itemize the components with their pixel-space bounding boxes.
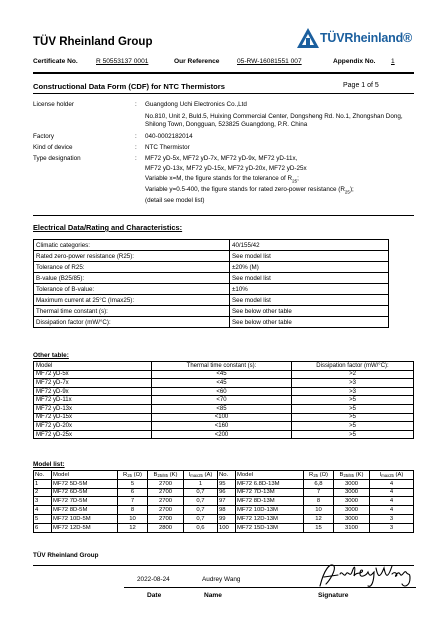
rating-value: 40/155/42: [230, 240, 389, 251]
table-cell: 2800: [148, 523, 184, 532]
cert-value: R 50553137 0001: [96, 58, 149, 65]
name-value: Audrey Wang: [202, 576, 241, 583]
table-row: [34, 506, 414, 515]
table-cell: MF72 5D-5M: [52, 479, 118, 488]
rating-label: Tolerance of R25:: [34, 262, 230, 273]
triangle-logo-icon: [296, 27, 320, 49]
colon: :: [135, 155, 137, 162]
table-row: [34, 422, 414, 431]
table-cell: 6,8: [304, 479, 334, 488]
table-cell: 4: [370, 497, 414, 506]
type-label: Type designation: [33, 155, 81, 162]
rating-label: Dissipation factor (mW/°C):: [34, 317, 230, 328]
table-cell: 2700: [148, 497, 184, 506]
table-cell: 96: [218, 488, 236, 497]
column-header: Dissipation factor (mW/°C):: [292, 362, 414, 371]
table-row: [34, 370, 414, 379]
table-cell: <45: [152, 370, 292, 379]
table-cell: 1: [184, 479, 218, 488]
table-cell: 99: [218, 514, 236, 523]
table-cell: 3000: [334, 514, 370, 523]
column-header: No.: [34, 471, 52, 480]
type-line-2: MF72 yD-13x, MF72 yD-15x, MF72 yD-20x, MF72 yD-25x: [145, 165, 307, 172]
table-cell: MF72 yD-25x: [34, 430, 152, 439]
certificate-row: [33, 58, 413, 68]
table-cell: MF72 10D-13M: [236, 506, 304, 515]
table-cell: >3: [292, 387, 414, 396]
column-header: No.: [218, 471, 236, 480]
model-list-table: [33, 470, 414, 533]
table-cell: 2700: [148, 506, 184, 515]
reference-label: Our Reference: [174, 58, 220, 65]
table-cell: >5: [292, 413, 414, 422]
table-row: [34, 404, 414, 413]
table-row: [34, 488, 414, 497]
table-cell: MF72 12D-5M: [52, 523, 118, 532]
table-header-row: [34, 362, 414, 371]
table-cell: <160: [152, 422, 292, 431]
colon: :: [135, 133, 137, 140]
table-cell: MF72 yD-5x: [34, 370, 152, 379]
divider: [33, 93, 414, 94]
divider: [33, 72, 414, 74]
table-cell: 2700: [148, 488, 184, 497]
rating-value: See model list: [230, 251, 389, 262]
license-holder-label: License holder: [33, 101, 74, 108]
electrical-rating-table: [33, 239, 389, 328]
date-value: 2022-08-24: [137, 576, 170, 583]
table-cell: <100: [152, 413, 292, 422]
column-header: Thermal time constant (s):: [152, 362, 292, 371]
table-cell: 4: [34, 506, 52, 515]
type-line-4: Variable y=0.5-400, the figure stands for rated zero-power resistance $(R_{25})$;: [145, 186, 354, 195]
rating-value: See below other table: [230, 306, 389, 317]
table-cell: 97: [218, 497, 236, 506]
colon: :: [135, 101, 137, 108]
table-cell: >5: [292, 422, 414, 431]
table-cell: MF72 yD-11x: [34, 396, 152, 405]
column-header: Model: [34, 362, 152, 371]
table-row: [34, 284, 389, 295]
table-cell: 10: [118, 514, 148, 523]
table-cell: 5: [34, 514, 52, 523]
license-holder-value: Guangdong Uchi Electronics Co.,Ltd: [145, 101, 247, 108]
kind-value: NTC Thermistor: [145, 144, 190, 151]
table-cell: <45: [152, 379, 292, 388]
table-cell: MF72 yD-7x: [34, 379, 152, 388]
table-cell: 2700: [148, 479, 184, 488]
table-cell: 3000: [334, 497, 370, 506]
rating-value: See model list: [230, 295, 389, 306]
table-cell: MF72 yD-15x: [34, 413, 152, 422]
column-header: Model: [236, 471, 304, 480]
column-header: B25/85 (K): [148, 471, 184, 480]
table-cell: MF72 8D-5M: [52, 506, 118, 515]
table-cell: 2: [34, 488, 52, 497]
footer-company: TÜV Rheinland Group: [33, 552, 99, 559]
factory-value: 040-0002182014: [145, 133, 193, 140]
table-cell: 3000: [334, 506, 370, 515]
table-cell: MF72 8D-13M: [236, 497, 304, 506]
table-cell: 0,7: [184, 514, 218, 523]
table-cell: 6: [34, 523, 52, 532]
table-cell: MF72 15D-13M: [236, 523, 304, 532]
table-cell: <70: [152, 396, 292, 405]
table-cell: 12: [304, 514, 334, 523]
table-cell: 2700: [148, 514, 184, 523]
column-header: R25 (Ω): [118, 471, 148, 480]
rating-label: B-value (B25/85):: [34, 273, 230, 284]
column-header: Imax25 (A): [370, 471, 414, 480]
table-cell: MF72 yD-13x: [34, 404, 152, 413]
rating-label: Thermal time constant (s):: [34, 306, 230, 317]
table-cell: 3100: [334, 523, 370, 532]
appendix-value: 1: [391, 58, 395, 65]
table-cell: 12: [118, 523, 148, 532]
reference-value: 05-RW-16081551 007: [237, 58, 302, 65]
table-cell: >2: [292, 370, 414, 379]
table-cell: <60: [152, 387, 292, 396]
rating-label: Rated zero-power resistance (R25):: [34, 251, 230, 262]
other-table-title: Other table:: [33, 352, 69, 359]
table-cell: 4: [370, 506, 414, 515]
form-title: Constructional Data Form (CDF) for NTC Thermistors: [33, 82, 225, 91]
table-row: [34, 317, 389, 328]
table-cell: 8: [304, 497, 334, 506]
rating-value: ±10%: [230, 284, 389, 295]
table-cell: MF72 7D-5M: [52, 497, 118, 506]
table-cell: >5: [292, 404, 414, 413]
type-line-1: MF72 yD-5x, MF72 yD-7x, MF72 yD-9x, MF72 yD-11x,: [145, 155, 298, 162]
table-cell: 0,7: [184, 506, 218, 515]
factory-label: Factory: [33, 133, 54, 140]
table-cell: 3: [34, 497, 52, 506]
cert-label: Certificate No.: [33, 58, 78, 65]
type-line-3: Variable x=M, the figure stands for the tolerance of $R_{25}$;: [145, 175, 299, 184]
table-row: [34, 262, 389, 273]
table-cell: <85: [152, 404, 292, 413]
table-cell: 95: [218, 479, 236, 488]
date-label: Date: [147, 592, 162, 599]
table-cell: 3: [370, 523, 414, 532]
table-row: [34, 295, 389, 306]
table-row: [34, 396, 414, 405]
kind-label: Kind of device: [33, 144, 73, 151]
table-cell: 3000: [334, 479, 370, 488]
table-cell: >3: [292, 379, 414, 388]
table-cell: MF72 10D-5M: [52, 514, 118, 523]
column-header: Imax25 (A): [184, 471, 218, 480]
table-row: [34, 497, 414, 506]
table-cell: 4: [370, 479, 414, 488]
table-cell: >5: [292, 396, 414, 405]
rating-value: See below other table: [230, 317, 389, 328]
table-row: [34, 413, 414, 422]
table-cell: 10: [304, 506, 334, 515]
table-cell: MF72 6D-5M: [52, 488, 118, 497]
rating-label: Tolerance of B-value:: [34, 284, 230, 295]
table-cell: MF72 yD-20x: [34, 422, 152, 431]
table-cell: <200: [152, 430, 292, 439]
table-row: [34, 273, 389, 284]
table-cell: 98: [218, 506, 236, 515]
other-table: [33, 361, 414, 439]
handwritten-signature: [314, 560, 418, 590]
divider: [33, 215, 414, 216]
table-row: [34, 523, 414, 532]
signature-label: Signature: [318, 592, 349, 599]
table-cell: 7: [118, 497, 148, 506]
table-row: [34, 240, 389, 251]
table-cell: MF72 6.8D-13M: [236, 479, 304, 488]
table-row: [34, 306, 389, 317]
logo-text: TÜVRheinland®: [320, 31, 413, 45]
tuv-logo: [296, 27, 413, 51]
address: No.810, Unit 2, Buld.5, Huixing Commercial Center, Dongsheng Rd. No.1, Zhongshan Dong, Shilong Town, Dongguan, 523825 Guangdong, P.R. China: [145, 113, 403, 129]
table-cell: MF72 7D-13M: [236, 488, 304, 497]
table-cell: 8: [118, 506, 148, 515]
table-cell: 1: [34, 479, 52, 488]
column-header: Model: [52, 471, 118, 480]
table-cell: 3000: [334, 488, 370, 497]
type-line-5: (detail see model list): [145, 197, 205, 204]
table-header-row: [34, 471, 414, 480]
company-title: TÜV Rheinland Group: [33, 36, 153, 48]
page-number: Page 1 of 5: [343, 82, 379, 89]
colon: :: [135, 144, 137, 151]
column-header: R25 (Ω): [304, 471, 334, 480]
rating-label: Maximum current at 25°C (Imax25):: [34, 295, 230, 306]
table-cell: 0,7: [184, 488, 218, 497]
table-cell: 5: [118, 479, 148, 488]
rating-label: Climatic categories:: [34, 240, 230, 251]
table-cell: 100: [218, 523, 236, 532]
table-row: [34, 251, 389, 262]
table-row: [34, 430, 414, 439]
table-cell: MF72 yD-9x: [34, 387, 152, 396]
model-list-title: Model list:: [33, 461, 65, 468]
table-cell: 6: [118, 488, 148, 497]
table-cell: 4: [370, 488, 414, 497]
table-cell: 0,6: [184, 523, 218, 532]
column-header: B25/85 (K): [334, 471, 370, 480]
table-row: [34, 387, 414, 396]
table-row: [34, 479, 414, 488]
table-row: [34, 514, 414, 523]
table-cell: 3: [370, 514, 414, 523]
table-row: [34, 379, 414, 388]
table-cell: 7: [304, 488, 334, 497]
name-label: Name: [204, 592, 222, 599]
rating-value: See model list: [230, 273, 389, 284]
electrical-section-title: Electrical Data/Rating and Characteristics:: [33, 223, 183, 232]
table-cell: 15: [304, 523, 334, 532]
rating-value: ±20% (M): [230, 262, 389, 273]
table-cell: MF72 12D-13M: [236, 514, 304, 523]
table-cell: >5: [292, 430, 414, 439]
table-cell: 0,7: [184, 497, 218, 506]
appendix-label: Appendix No.: [333, 58, 376, 65]
